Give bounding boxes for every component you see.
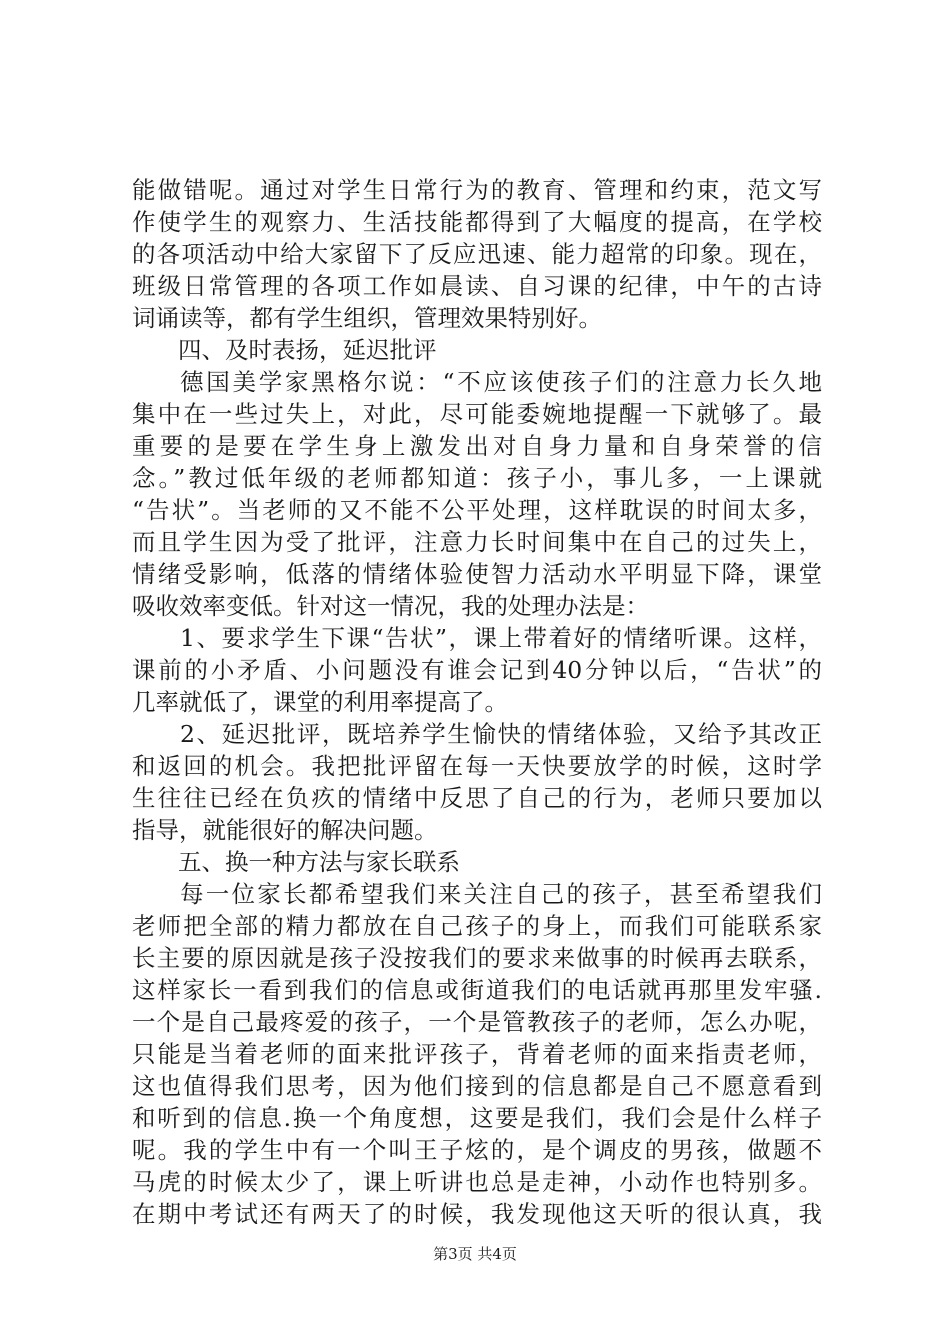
text-line: 1、要求学生下课“告状”，课上带着好的情绪听课。这样， bbox=[180, 624, 822, 652]
text-line: 德国美学家黑格尔说：“不应该使孩子们的注意力长久地 bbox=[180, 368, 822, 396]
text-line: 重要的是要在学生身上激发出对自身力量和自身荣誉的信 bbox=[132, 432, 822, 460]
text-line: 而且学生因为受了批评，注意力长时间集中在自己的过失上， bbox=[132, 528, 822, 556]
text-line: 几率就低了，课堂的利用率提高了。 bbox=[132, 688, 508, 716]
text-line: 吸收效率变低。针对这一情况，我的处理办法是： bbox=[132, 592, 649, 620]
text-line: 生往往已经在负疚的情绪中反思了自己的行为，老师只要加以 bbox=[132, 784, 822, 812]
text-line: 和返回的机会。我把批评留在每一天快要放学的时候，这时学 bbox=[132, 752, 822, 780]
text-line: 能做错呢。通过对学生日常行为的教育、管理和约束，范文写 bbox=[132, 176, 822, 204]
text-line: 念。”教过低年级的老师都知道：孩子小，事儿多，一上课就 bbox=[132, 464, 822, 492]
section-heading: 四、及时表扬，延迟批评 bbox=[178, 336, 437, 364]
text-line: 每一位家长都希望我们来关注自己的孩子，甚至希望我们 bbox=[180, 880, 822, 908]
text-line: 和听到的信息.换一个角度想，这要是我们，我们会是什么样子 bbox=[132, 1104, 822, 1132]
text-line: 这也值得我们思考，因为他们接到的信息都是自己不愿意看到 bbox=[132, 1072, 822, 1100]
text-line: 老师把全部的精力都放在自己孩子的身上，而我们可能联系家 bbox=[132, 912, 822, 940]
text-line: 长主要的原因就是孩子没按我们的要求来做事的时候再去联系， bbox=[132, 944, 822, 972]
section-heading: 五、换一种方法与家长联系 bbox=[178, 848, 460, 876]
text-line: 呢。我的学生中有一个叫王子炫的，是个调皮的男孩，做题不 bbox=[132, 1136, 822, 1164]
text-line: 课前的小矛盾、小问题没有谁会记到40分钟以后，“告状”的 bbox=[132, 656, 822, 684]
text-line: 的各项活动中给大家留下了反应迅速、能力超常的印象。现在， bbox=[132, 240, 822, 268]
text-line: 在期中考试还有两天了的时候，我发现他这天听的很认真，我 bbox=[132, 1200, 822, 1228]
text-line: 集中在一些过失上，对此，尽可能委婉地提醒一下就够了。最 bbox=[132, 400, 822, 428]
text-line: 一个是自己最疼爱的孩子，一个是管教孩子的老师，怎么办呢， bbox=[132, 1008, 822, 1036]
text-line: 班级日常管理的各项工作如晨读、自习课的纪律，中午的古诗 bbox=[132, 272, 822, 300]
text-line: 指导，就能很好的解决问题。 bbox=[132, 816, 438, 844]
text-line: 只能是当着老师的面来批评孩子，背着老师的面来指责老师， bbox=[132, 1040, 822, 1068]
text-line: 2、延迟批评，既培养学生愉快的情绪体验，又给予其改正 bbox=[180, 720, 822, 748]
text-line: 情绪受影响，低落的情绪体验使智力活动水平明显下降，课堂 bbox=[132, 560, 822, 588]
text-line: “告状”。当老师的又不能不公平处理，这样耽误的时间太多， bbox=[132, 496, 822, 524]
page-footer: 第3页 共4页 bbox=[433, 1245, 517, 1263]
text-line: 马虎的时候太少了，课上听讲也总是走神，小动作也特别多。 bbox=[132, 1168, 822, 1196]
text-line: 词诵读等，都有学生组织，管理效果特别好。 bbox=[132, 304, 602, 332]
text-line: 作使学生的观察力、生活技能都得到了大幅度的提高，在学校 bbox=[132, 208, 822, 236]
text-line: 这样家长一看到我们的信息或街道我们的电话就再那里发牢骚. bbox=[132, 976, 822, 1004]
